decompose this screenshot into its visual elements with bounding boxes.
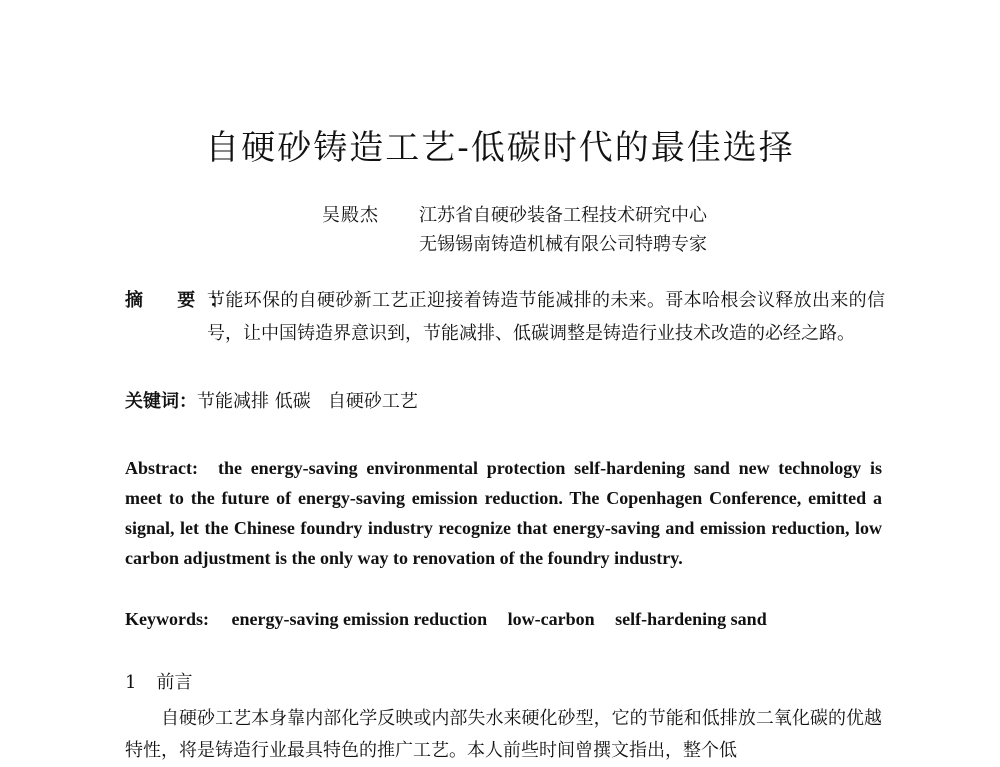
paper-title: 自硬砂铸造工艺-低碳时代的最佳选择 (205, 128, 795, 168)
chinese-keyword: 低碳 (274, 391, 311, 412)
chinese-keyword: 自硬砂工艺 (327, 391, 418, 412)
section-1-heading (125, 668, 192, 698)
section-1-paragraph: 自硬砂工艺本身靠内部化学反映或内部失水来硬化砂型，它的节能和低排放二氧化碳的优越特性，将是铸造行业最具特色的推广工艺。本人前些时间曾撰文指出，整个低 (125, 708, 882, 761)
affiliations (419, 201, 707, 259)
affiliation-2: 无锡锡南铸造机械有限公司特聘专家 (419, 234, 707, 255)
english-abstract-text: the energy-saving environmental protection self-hardening sand new technology is meet to the future of energy-saving emission reduction. The Copenhagen Conference, emitted a signal, let the Chinese foundry industry recognize that energy-saving and emission reduction, low carbon adjustment is the only way to renovation of the foundry industry. (125, 458, 882, 568)
author-name: 吴殿杰 (322, 205, 379, 226)
english-keywords (125, 604, 783, 634)
english-abstract (125, 453, 882, 573)
english-keywords-label: Keywords: (125, 609, 209, 629)
chinese-keyword: 节能减排 (197, 391, 269, 412)
english-keyword: energy-saving emission reduction (231, 609, 488, 629)
section-number: 1 (125, 672, 137, 693)
chinese-abstract (125, 284, 885, 350)
english-keyword: self-hardening sand (615, 609, 767, 629)
section-title: 前言 (156, 672, 193, 693)
chinese-abstract-label: 摘 要： (125, 290, 242, 311)
english-abstract-label: Abstract: (125, 458, 198, 478)
chinese-keywords (125, 387, 418, 417)
english-keyword: low-carbon (507, 609, 595, 629)
chinese-keywords-label: 关键词： (125, 391, 197, 412)
affiliation-1: 江苏省自硬砂装备工程技术研究中心 (419, 205, 707, 226)
chinese-abstract-text: 节能环保的自硬砂新工艺正迎接着铸造节能减排的未来。哥本哈根会议释放出来的信号，让中国铸造界意识到，节能减排、低碳调整是铸造行业技术改造的必经之路。 (207, 290, 885, 344)
